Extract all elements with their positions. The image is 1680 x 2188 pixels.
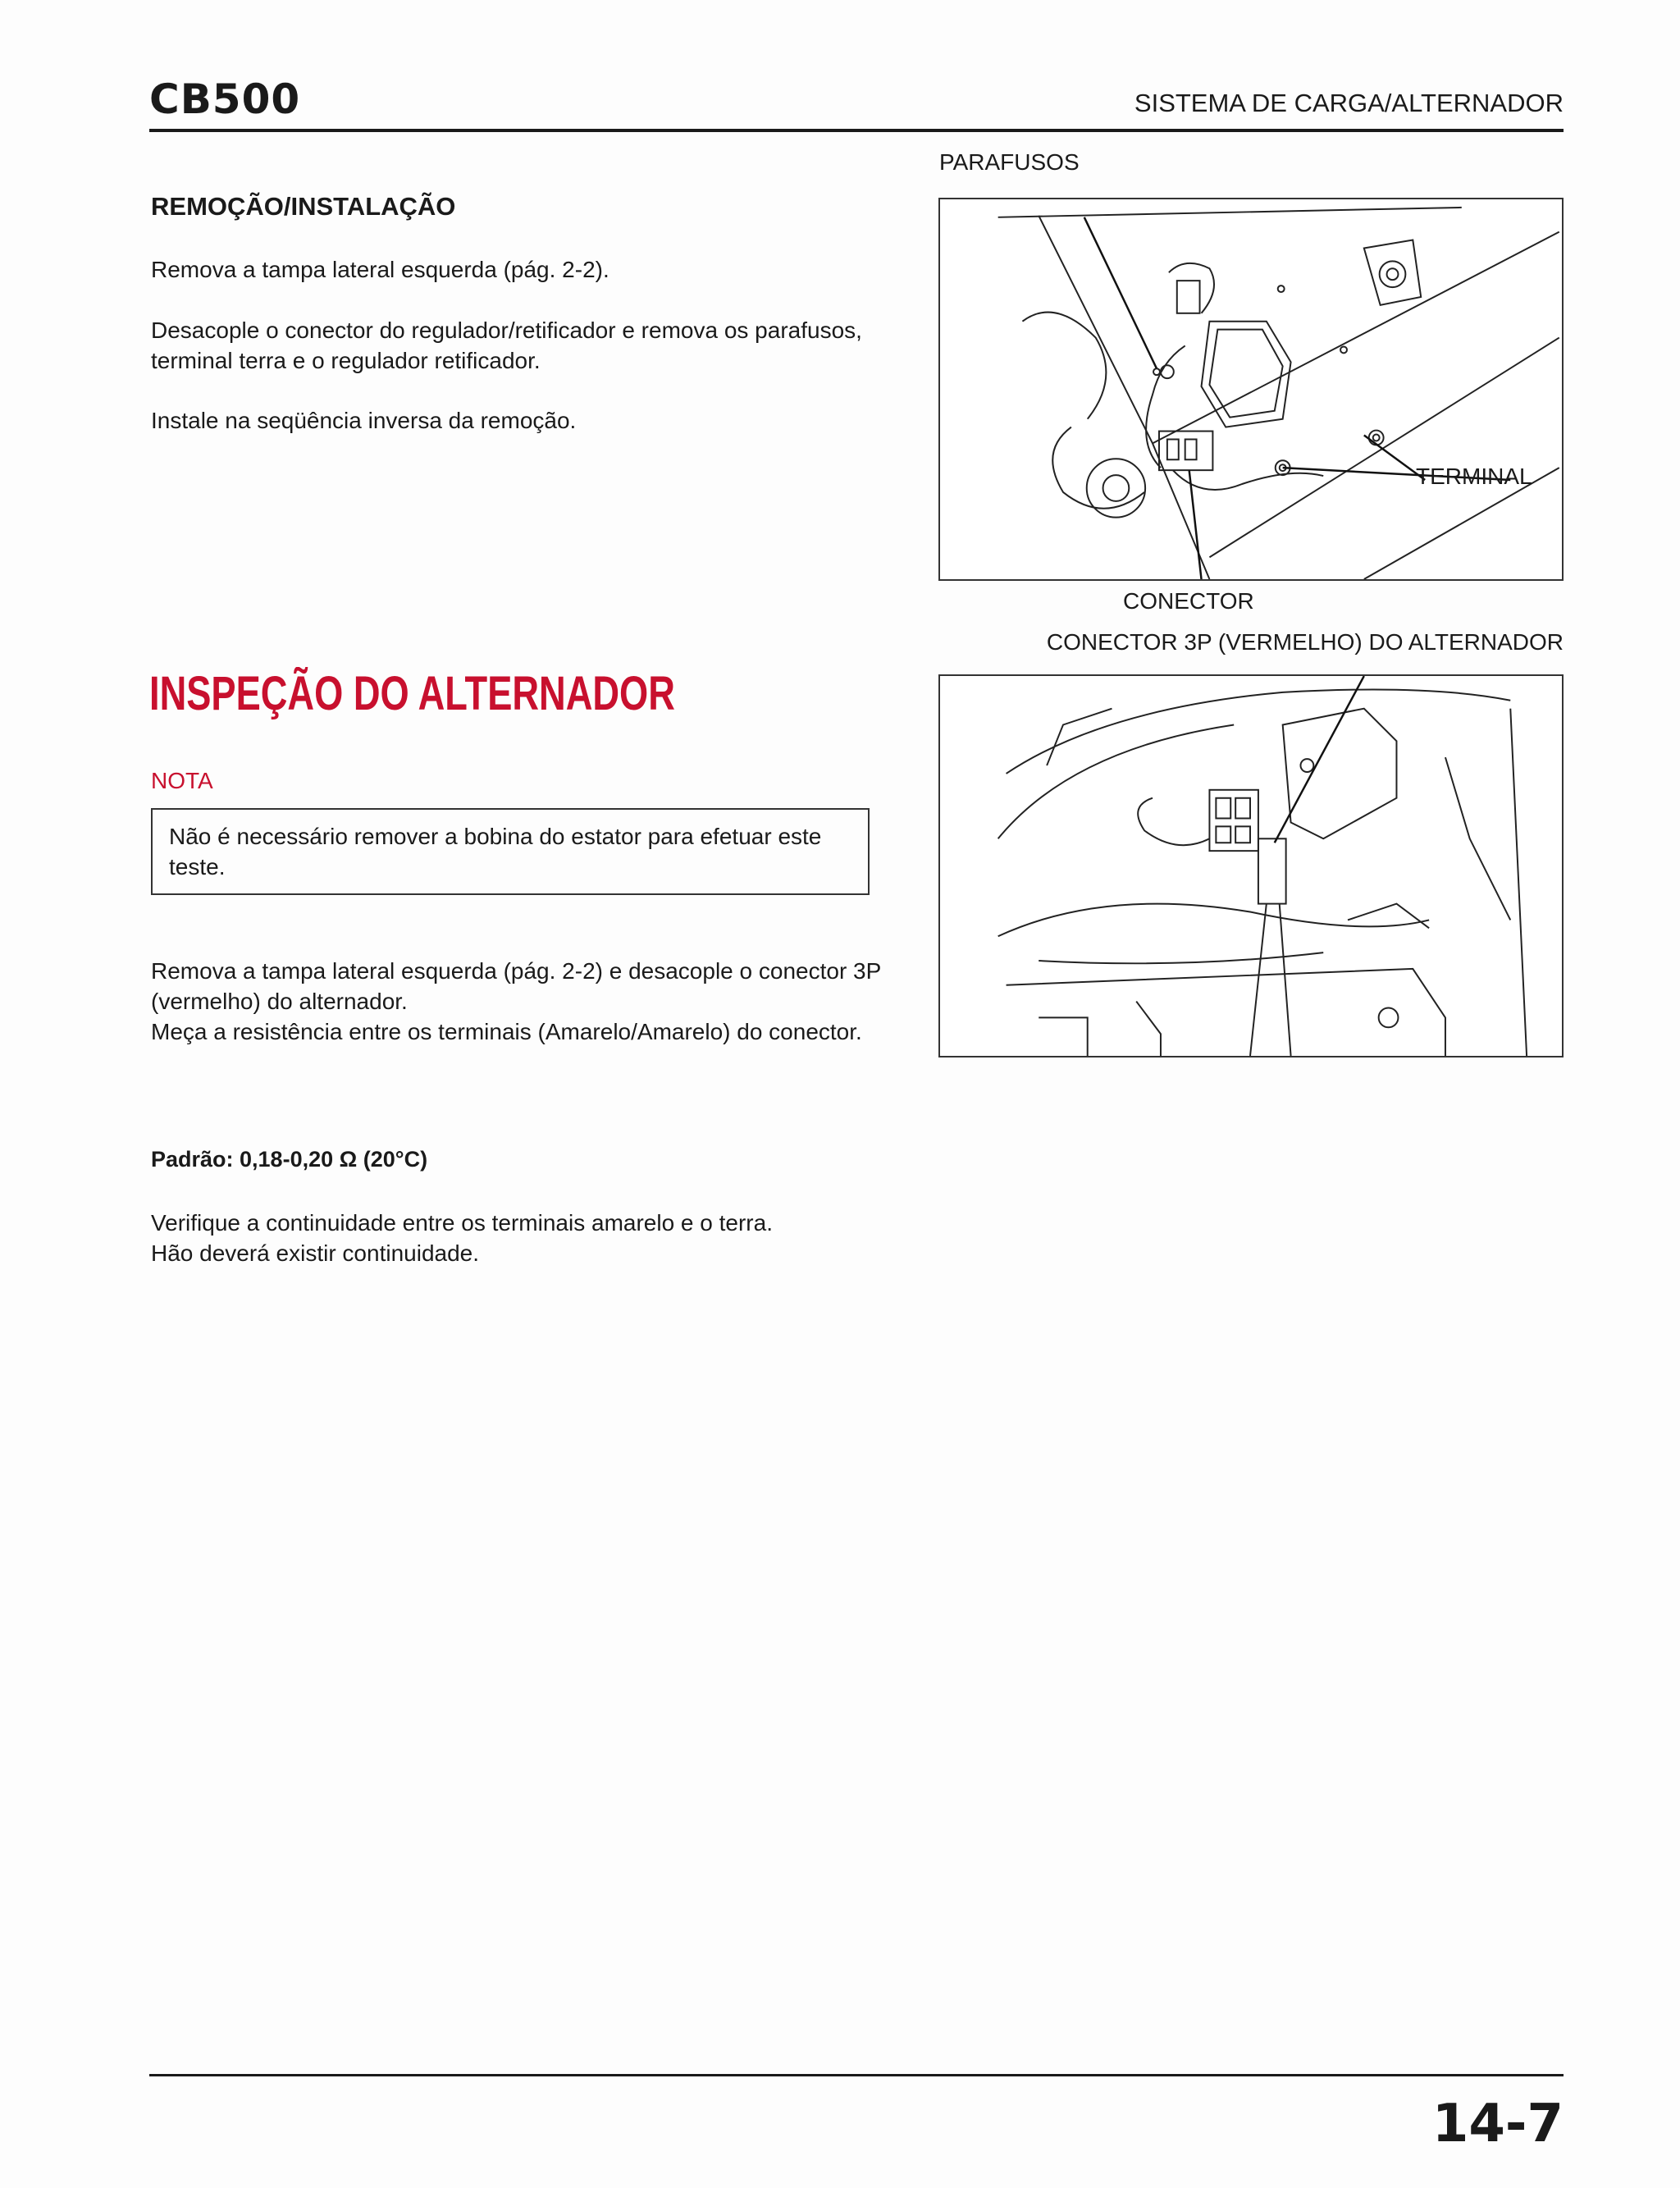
alternator-connector-illustration bbox=[940, 676, 1562, 1056]
inspection-step-3: Verifique a continuidade entre os terminais amarelo e o terra. bbox=[151, 1210, 773, 1236]
footer-divider bbox=[149, 2074, 1564, 2076]
section-title: SISTEMA DE CARGA/ALTERNADOR bbox=[1134, 89, 1564, 117]
regulator-rectifier-figure bbox=[938, 198, 1564, 581]
inspection-step-1: Remova a tampa lateral esquerda (pág. 2-2) e desacople o conector 3P (vermelho) do alternador. bbox=[151, 958, 881, 1014]
removal-step-1: Remova a tampa lateral esquerda (pág. 2-2). bbox=[151, 257, 609, 282]
removal-step-2: Desacople o conector do regulador/retificador e remova os parafusos, terminal terra e o regulador retificador. bbox=[151, 317, 862, 373]
note-label: NOTA bbox=[151, 768, 213, 793]
figure1-label-terminal: TERMINAL bbox=[1416, 464, 1532, 489]
figure1-label-connector: CONECTOR bbox=[1123, 588, 1254, 614]
header-divider bbox=[149, 129, 1564, 132]
alternator-connector-figure bbox=[938, 674, 1564, 1057]
manual-model-title: CB500 bbox=[149, 75, 301, 123]
figure2-label-connector: CONECTOR 3P (VERMELHO) DO ALTERNADOR bbox=[1046, 629, 1564, 655]
note-text: Não é necessário remover a bobina do estator para efetuar este teste. bbox=[169, 824, 822, 879]
note-box bbox=[151, 808, 870, 895]
inspection-heading: INSPEÇÃO DO ALTERNADOR bbox=[149, 667, 675, 720]
figure1-label-bolts: PARAFUSOS bbox=[939, 149, 1080, 175]
page-number: 14-7 bbox=[1431, 2094, 1564, 2154]
inspection-step-2: Meça a resistência entre os terminais (Amarelo/Amarelo) do conector. bbox=[151, 1019, 862, 1044]
inspection-step-4: Hão deverá existir continuidade. bbox=[151, 1240, 480, 1266]
removal-heading: REMOÇÃO/INSTALAÇÃO bbox=[151, 192, 456, 221]
removal-step-3: Instale na seqüência inversa da remoção. bbox=[151, 408, 577, 433]
resistance-standard: Padrão: 0,18-0,20 Ω (20°C) bbox=[151, 1147, 428, 1172]
regulator-rectifier-illustration bbox=[940, 199, 1562, 579]
